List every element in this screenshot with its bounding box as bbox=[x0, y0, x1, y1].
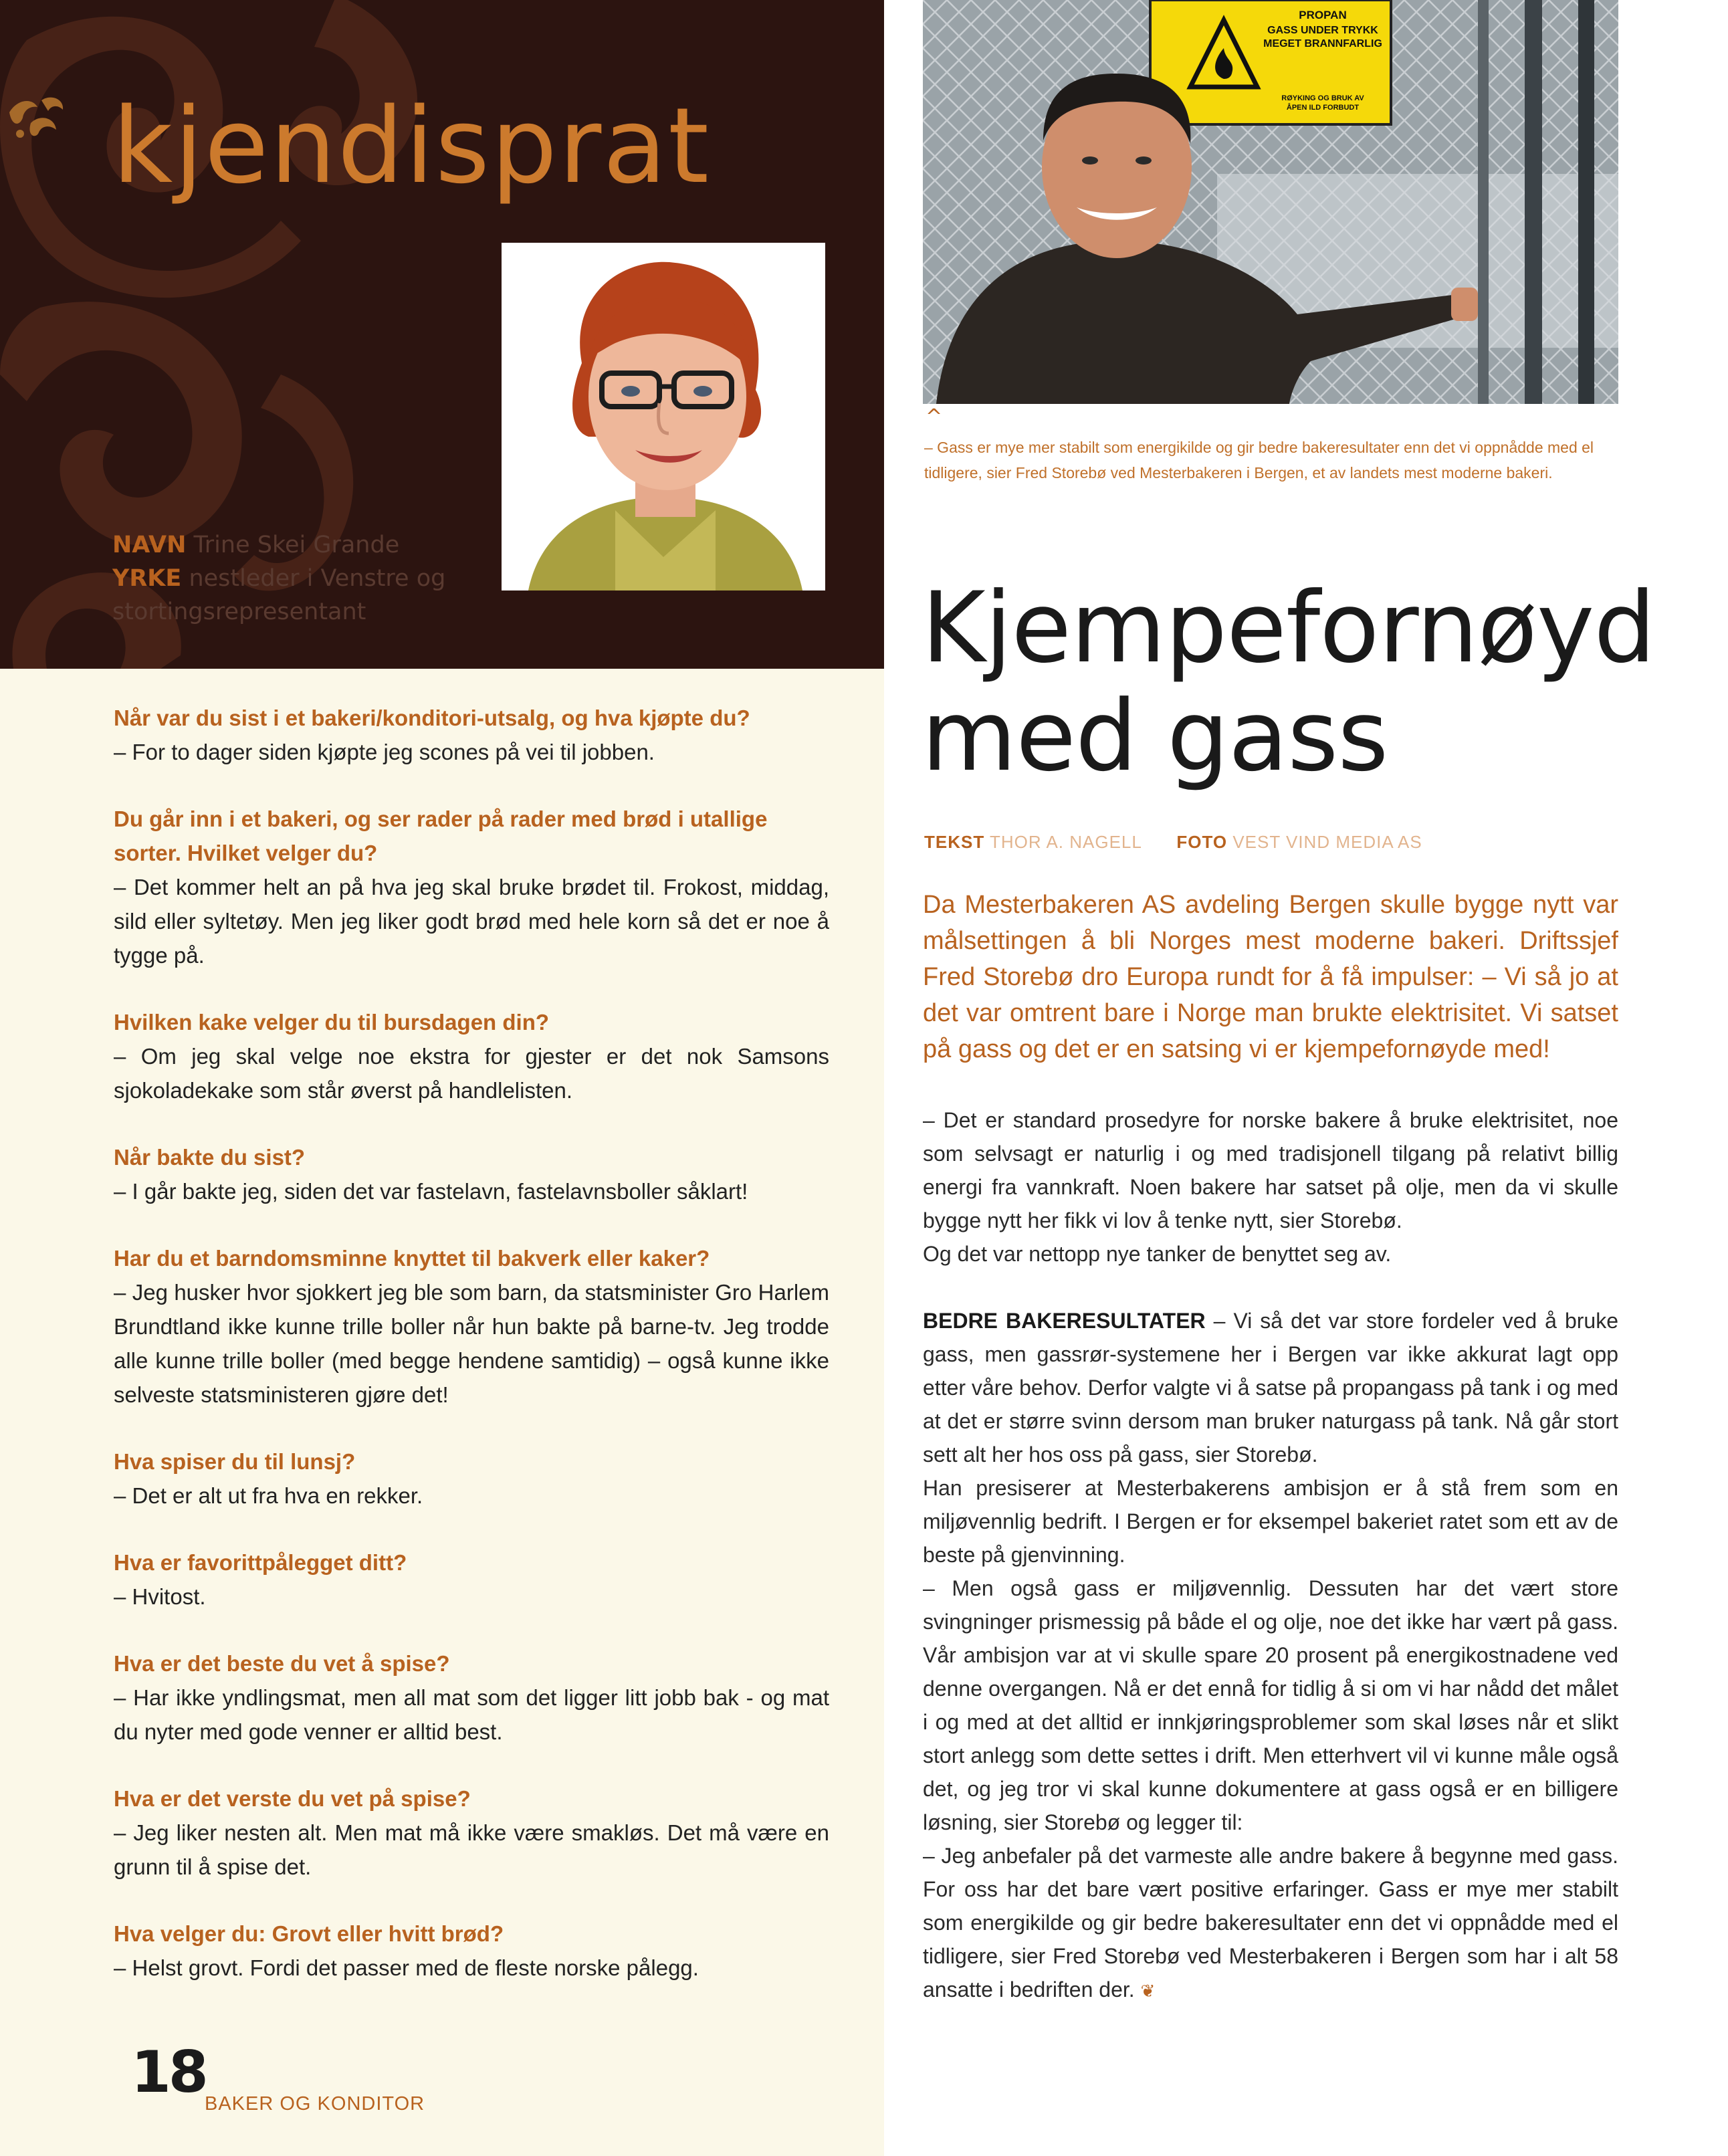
byline bbox=[924, 832, 1422, 853]
paragraph: Og det var nettopp nye tanker de benyttet seg av. bbox=[923, 1242, 1392, 1266]
paragraph-text: – Jeg anbefaler på det varmeste alle andre bakere å begynne med gass. For oss har det bare vært positive erfaringer. Gass er mye mer stabilt som energikilde og gir bedre bakeresultater enn det vi oppnådde med el tidligere, sier Fred Storebø ved Mesterbakeren i Bergen som har i alt 58 ansatte i bedriften der. bbox=[923, 1844, 1618, 2002]
question: Hva er favorittpålegget ditt? bbox=[114, 1550, 407, 1575]
job-label: YRKE bbox=[112, 565, 182, 592]
answer: – Om jeg skal velge noe ekstra for gjester er det nok Samsons sjokoladekake som står øverst på handlelisten. bbox=[114, 1044, 829, 1103]
profile-name bbox=[112, 528, 460, 562]
end-mark-icon: ❦ bbox=[1140, 1981, 1156, 2001]
question: Når var du sist i et bakeri/konditori-utsalg, og hva kjøpte du? bbox=[114, 706, 750, 730]
sign-line-2: GASS UNDER TRYKK bbox=[1267, 25, 1378, 36]
article-headline bbox=[922, 571, 1657, 793]
profile-box bbox=[112, 528, 460, 629]
question: Hva er det beste du vet å spise? bbox=[114, 1651, 450, 1676]
sign-line-3: MEGET BRANNFARLIG bbox=[1263, 38, 1382, 49]
question: Hva velger du: Grovt eller hvitt brød? bbox=[114, 1921, 504, 1946]
answer: – I går bakte jeg, siden det var fastelavn, fastelavnsboller såklart! bbox=[114, 1179, 748, 1204]
photo-caption: – Gass er mye mer stabilt som energikilde og gir bedre bakeresultater enn det vi oppnådde med el tidligere, sier Fred Storebø ved Mesterbakeren i Bergen, et av landets mest moderne bakeri. bbox=[924, 439, 1594, 481]
question: Hvilken kake velger du til bursdagen din? bbox=[114, 1010, 550, 1035]
qa-item bbox=[114, 1005, 829, 1107]
qa-item bbox=[114, 1444, 829, 1513]
paragraph: – Det er standard prosedyre for norske bakere å bruke elektrisitet, noe som selvsagt er naturlig i og med tradisjonell tilgang på relativt billig energi fra vannkraft. Noen bakere har satset på olje, men da vi skulle bygge nytt her fikk vi lov å tenke nytt, sier Storebø. bbox=[923, 1108, 1618, 1232]
question: Hva er det verste du vet på spise? bbox=[114, 1786, 471, 1811]
headline-line-1: Kjempefornøyd bbox=[922, 571, 1655, 685]
answer: – Jeg liker nesten alt. Men mat må ikke være smakløs. Det må være en grunn til å spise det. bbox=[114, 1820, 829, 1879]
paragraph-text: – Vi så det var store fordeler ved å bruke gass, men gassrør-systemene her i Bergen var ikke akkurat lagt opp etter våre behov. Derfor valgte vi å satse på propangass på tank i og med at det er større svinn dersom man bruker naturgass på tank. Nå går stort sett alt her hos oss på gass, sier Storebø. bbox=[923, 1309, 1619, 1467]
section-title: kjendisprat bbox=[112, 85, 711, 207]
qa-item bbox=[114, 1917, 829, 1985]
answer: – Det er alt ut fra hva en rekker. bbox=[114, 1483, 423, 1508]
caption-arrow-icon: ^ bbox=[926, 405, 943, 429]
name-value: Trine Skei Grande bbox=[193, 532, 400, 558]
sign-line-4: RØYKING OG BRUK AV bbox=[1281, 94, 1364, 102]
qa-item bbox=[114, 1782, 829, 1884]
answer: – For to dager siden kjøpte jeg scones på vei til jobben. bbox=[114, 740, 655, 764]
section-header bbox=[0, 0, 884, 669]
question: Du går inn i et bakeri, og ser rader på rader med brød i utallige sorter. Hvilket velger du? bbox=[114, 806, 768, 865]
answer: – Hvitost. bbox=[114, 1584, 206, 1609]
answer: – Det kommer helt an på hva jeg skal bruke brødet til. Frokost, middag, sild eller syltetøy. Men jeg liker godt brød med hele korn så det er noe å tygge på. bbox=[114, 875, 829, 968]
man-at-gas-tank-photo-icon bbox=[923, 0, 1618, 404]
warning-sign bbox=[1150, 0, 1391, 124]
headline-line-2: med gass bbox=[922, 679, 1388, 793]
qa-item bbox=[114, 1241, 829, 1412]
job-value: nestleder i Venstre og stortingsrepresentant bbox=[112, 565, 446, 625]
page-number: 18 bbox=[131, 2039, 206, 2106]
qa-item bbox=[114, 802, 829, 972]
article-photo bbox=[923, 0, 1618, 404]
sign-line-5: ÅPEN ILD FORBUDT bbox=[1286, 104, 1360, 112]
sign-line-1: PROPAN bbox=[1299, 9, 1347, 21]
paragraph: Han presiserer at Mesterbakerens ambisjon er å stå frem som en miljøvennlig bedrift. I Bergen er for eksempel bakeriet ratet som ett av de beste på gjenvinning. bbox=[923, 1476, 1618, 1567]
qa-item bbox=[114, 1545, 829, 1614]
qa-item bbox=[114, 701, 829, 769]
credit-photo-label: FOTO bbox=[1176, 832, 1228, 852]
article-body bbox=[923, 1103, 1618, 2008]
interview-qa bbox=[114, 701, 829, 2018]
credit-text-label: TEKST bbox=[924, 832, 985, 852]
paragraph bbox=[923, 1839, 1618, 2008]
answer: – Har ikke yndlingsmat, men all mat som det ligger litt jobb bak - og mat du nyter med gode venner er alltid best. bbox=[114, 1685, 829, 1744]
question: Hva spiser du til lunsj? bbox=[114, 1449, 356, 1474]
qa-item bbox=[114, 1140, 829, 1208]
profile-job bbox=[112, 562, 460, 629]
article-lead: Da Mesterbakeren AS avdeling Bergen skulle bygge nytt var målsettingen å bli Norges mest moderne bakeri. Driftssjef Fred Storebø dro Europa rundt for å få impulser: – Vi så jo at det var omtrent bare i Norge man brukte elektrisitet. Vi satset på gass og det er en satsing vi er kjempefornøyde med! bbox=[923, 891, 1618, 1063]
paragraph bbox=[923, 1304, 1618, 1471]
question: Når bakte du sist? bbox=[114, 1145, 306, 1170]
portrait-photo bbox=[502, 243, 825, 590]
magazine-name: BAKER OG KONDITOR bbox=[205, 2093, 425, 2115]
qa-item bbox=[114, 1646, 829, 1749]
subheading: BEDRE BAKERESULTATER bbox=[923, 1309, 1206, 1333]
credit-text-value: THOR A. NAGELL bbox=[990, 832, 1142, 852]
answer: – Helst grovt. Fordi det passer med de fleste norske pålegg. bbox=[114, 1955, 699, 1980]
credit-photo-value: VEST VIND MEDIA AS bbox=[1232, 832, 1422, 852]
woman-portrait-icon bbox=[502, 243, 825, 590]
question: Har du et barndomsminne knyttet til bakverk eller kaker? bbox=[114, 1246, 710, 1271]
name-label: NAVN bbox=[112, 532, 187, 558]
answer: – Jeg husker hvor sjokkert jeg ble som barn, da statsminister Gro Harlem Brundtland ikke kunne trille boller når hun bakte på barne-tv. Jeg trodde alle kunne trille boller (med begge hendene samtidig) – også kunne ikke selveste statsministeren gjøre det! bbox=[114, 1280, 829, 1407]
paragraph: – Men også gass er miljøvennlig. Dessuten har det vært store svingninger prismessig på både el og olje, noe det ikke har vært på gass. Vår ambisjon var at vi skulle spare 20 prosent på energikostnadene ved denne overgangen. Nå er det ennå for tidlig å si om vi har nådd det målet i og med at det alltid er innkjøringsproblemer som skal løses når et slikt stort anlegg som dette settes i drift. Men etterhvert vil vi kunne måle også det, og jeg tror vi skal kunne dokumentere at gass også er en billigere løsning, sier Storebø og legger til: bbox=[923, 1576, 1618, 1834]
